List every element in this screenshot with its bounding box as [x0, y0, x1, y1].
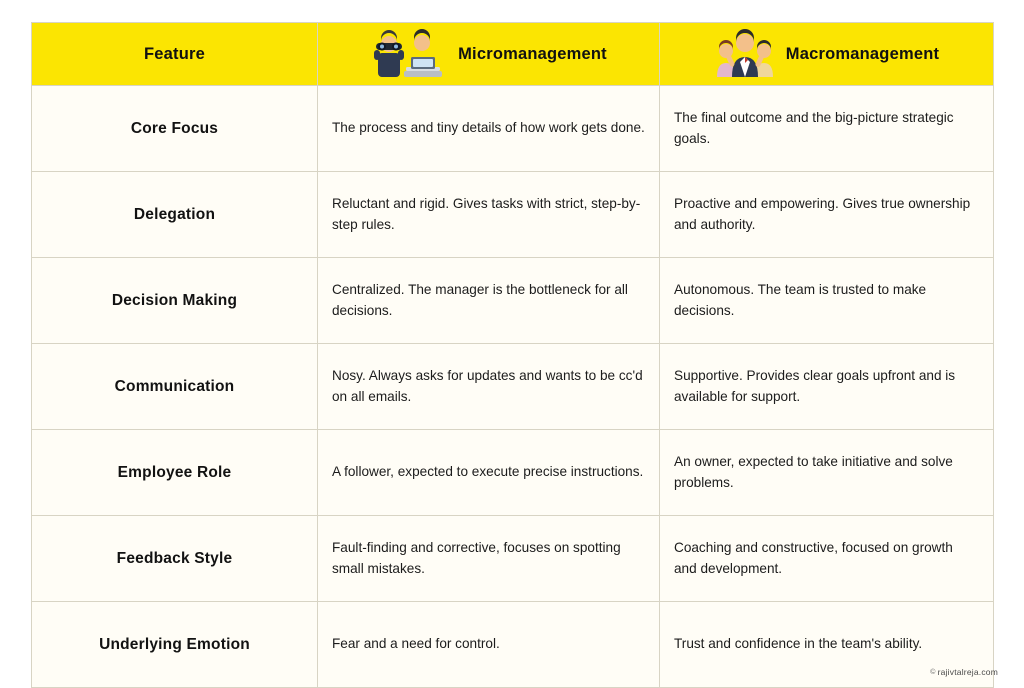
manager-watching-employee-icon	[370, 29, 448, 79]
macromanagement-text: The final outcome and the big-picture strategic goals.	[674, 109, 954, 146]
micromanagement-cell	[318, 344, 660, 430]
micromanagement-cell	[318, 602, 660, 688]
column-header-feature-label: Feature	[143, 44, 205, 63]
macromanagement-text: An owner, expected to take initiative and solve problems.	[674, 453, 953, 490]
feature-label: Delegation	[133, 205, 216, 223]
macromanagement-text: Trust and confidence in the team's ability.	[674, 636, 923, 652]
table-row	[32, 516, 994, 602]
macromanagement-cell	[660, 516, 994, 602]
micromanagement-text: Nosy. Always asks for updates and wants to be cc'd on all emails.	[332, 367, 643, 404]
micromanagement-text: Fault-finding and corrective, focuses on spotting small mistakes.	[332, 539, 621, 576]
feature-cell	[32, 172, 318, 258]
feature-label: Decision Making	[111, 291, 238, 309]
macromanagement-text: Supportive. Provides clear goals upfront and is available for support.	[674, 367, 956, 404]
micromanagement-cell	[318, 172, 660, 258]
table-row	[32, 430, 994, 516]
micromanagement-cell	[318, 258, 660, 344]
feature-cell	[32, 86, 318, 172]
credit-watermark	[930, 667, 998, 677]
table-container	[31, 22, 993, 688]
macromanagement-cell	[660, 430, 994, 516]
micromanagement-text: A follower, expected to execute precise instructions.	[332, 464, 644, 480]
credit-text: rajivtalreja.com	[937, 667, 998, 677]
column-header-micromanagement	[318, 23, 660, 86]
macromanagement-text: Autonomous. The team is trusted to make decisions.	[674, 281, 927, 318]
macromanagement-cell	[660, 172, 994, 258]
micromanagement-cell	[318, 430, 660, 516]
feature-cell	[32, 602, 318, 688]
column-header-feature	[32, 23, 318, 86]
micromanagement-cell	[318, 516, 660, 602]
macromanagement-text: Coaching and constructive, focused on growth and development.	[674, 539, 953, 576]
feature-cell	[32, 430, 318, 516]
macromanagement-cell	[660, 344, 994, 430]
table-row	[32, 344, 994, 430]
column-header-macromanagement-label: Macromanagement	[785, 44, 940, 63]
feature-label: Employee Role	[117, 463, 232, 481]
table-row	[32, 86, 994, 172]
macromanagement-cell	[660, 86, 994, 172]
table-body	[32, 86, 994, 688]
table-row	[32, 258, 994, 344]
table-row	[32, 602, 994, 688]
table-header-row	[32, 23, 994, 86]
micromanagement-text: Reluctant and rigid. Gives tasks with strict, step-by-step rules.	[332, 195, 641, 232]
copyright-icon: ©	[930, 668, 936, 676]
table-row	[32, 172, 994, 258]
column-header-micromanagement-label: Micromanagement	[458, 44, 607, 63]
column-header-macromanagement	[660, 23, 994, 86]
feature-label: Core Focus	[130, 119, 219, 137]
table-header	[32, 23, 994, 86]
feature-cell	[32, 258, 318, 344]
micromanagement-text: Centralized. The manager is the bottleneck for all decisions.	[332, 281, 628, 318]
feature-label: Feedback Style	[116, 549, 233, 567]
micromanagement-text: Fear and a need for control.	[332, 636, 500, 652]
team-group-icon	[714, 29, 776, 79]
micro-vs-macro-management-table	[31, 22, 994, 688]
feature-cell	[32, 344, 318, 430]
feature-label: Communication	[114, 377, 235, 395]
feature-cell	[32, 516, 318, 602]
micromanagement-text: The process and tiny details of how work gets done.	[332, 120, 645, 136]
macromanagement-text: Proactive and empowering. Gives true ownership and authority.	[674, 195, 971, 232]
feature-label: Underlying Emotion	[99, 635, 250, 653]
macromanagement-cell	[660, 258, 994, 344]
micromanagement-cell	[318, 86, 660, 172]
